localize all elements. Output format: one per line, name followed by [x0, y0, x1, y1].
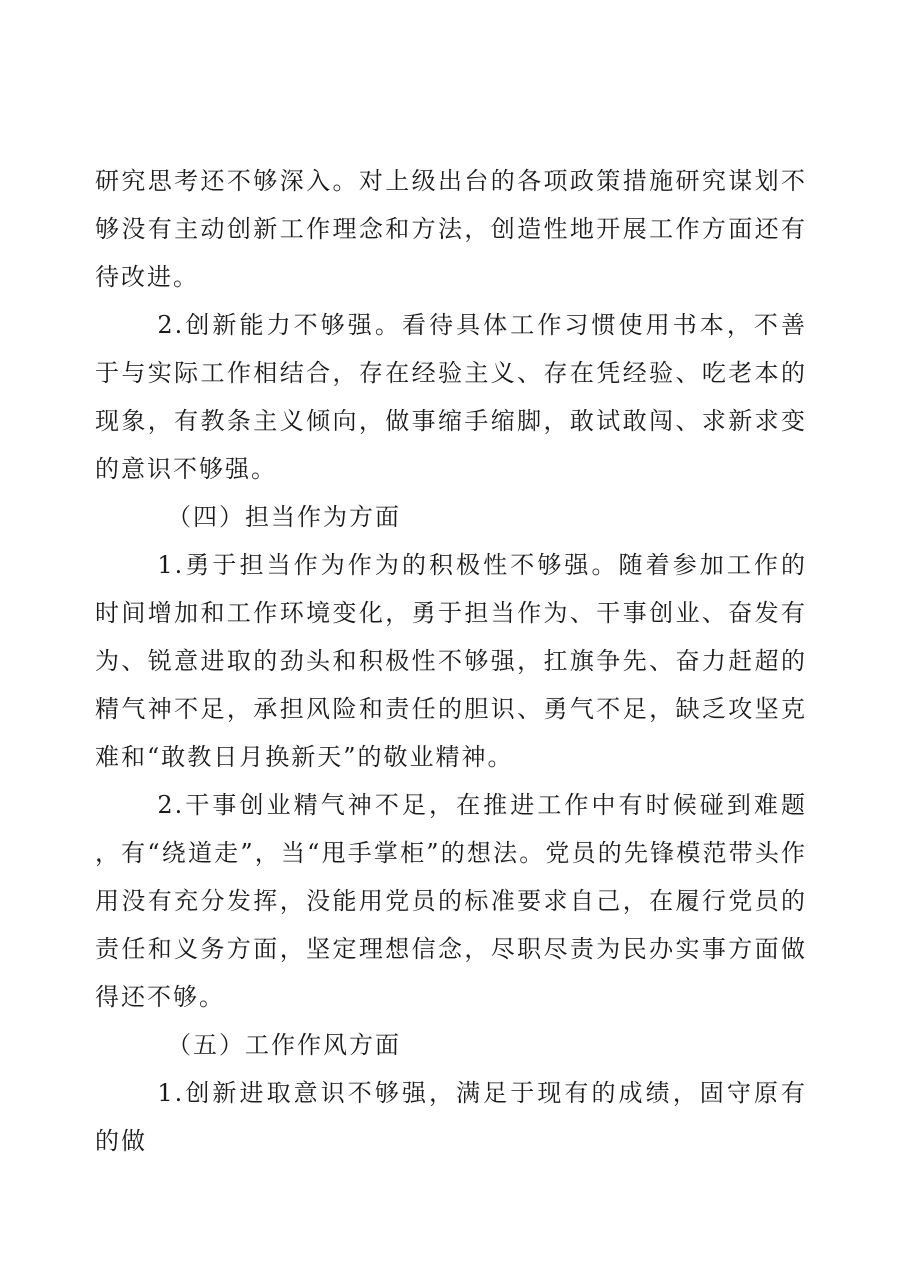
paragraph-item-innovation-ability: 2.创新能力不够强。看待具体工作习惯使用书本，不善于与实际工作相结合，存在经验主义、存在凭经验、吃老本的现象，有教条主义倾向，做事缩手缩脚，敢试敢闯、求新求变的意识不够强。 [95, 311, 807, 483]
section-heading-work-style: （五）工作作风方面 [167, 1031, 401, 1059]
paragraph-continuation: 研究思考还不够深入。对上级出台的各项政策措施研究谋划不够没有主动创新工作理念和方法，创造性地开展工作方面还有待改进。 [95, 167, 807, 291]
paragraph-item-innovation-awareness: 1.创新进取意识不够强，满足于现有的成绩，固守原有的做 [95, 1079, 807, 1155]
paragraph-item-initiative: 1.勇于担当作为作为的积极性不够强。随着参加工作的时间增加和工作环境变化，勇于担当作为、干事创业、奋发有为、锐意进取的劲头和积极性不够强，扛旗争先、奋力赶超的精气神不足，承担风险和责任的胆识、勇气不足，缺乏攻坚克难和“敢教日月换新天”的敬业精神。 [95, 551, 807, 771]
section-heading-responsibility: （四）担当作为方面 [167, 503, 401, 531]
document-body [95, 157, 807, 1165]
paragraph-item-enterprise-spirit: 2.干事创业精气神不足，在推进工作中有时候碰到难题，有“绕道走”，当“甩手掌柜”的想法。党员的先锋模范带头作用没有充分发挥，没能用党员的标准要求自己，在履行党员的责任和义务方面，坚定理想信念，尽职尽责为民办实事方面做得还不够。 [95, 791, 807, 1011]
